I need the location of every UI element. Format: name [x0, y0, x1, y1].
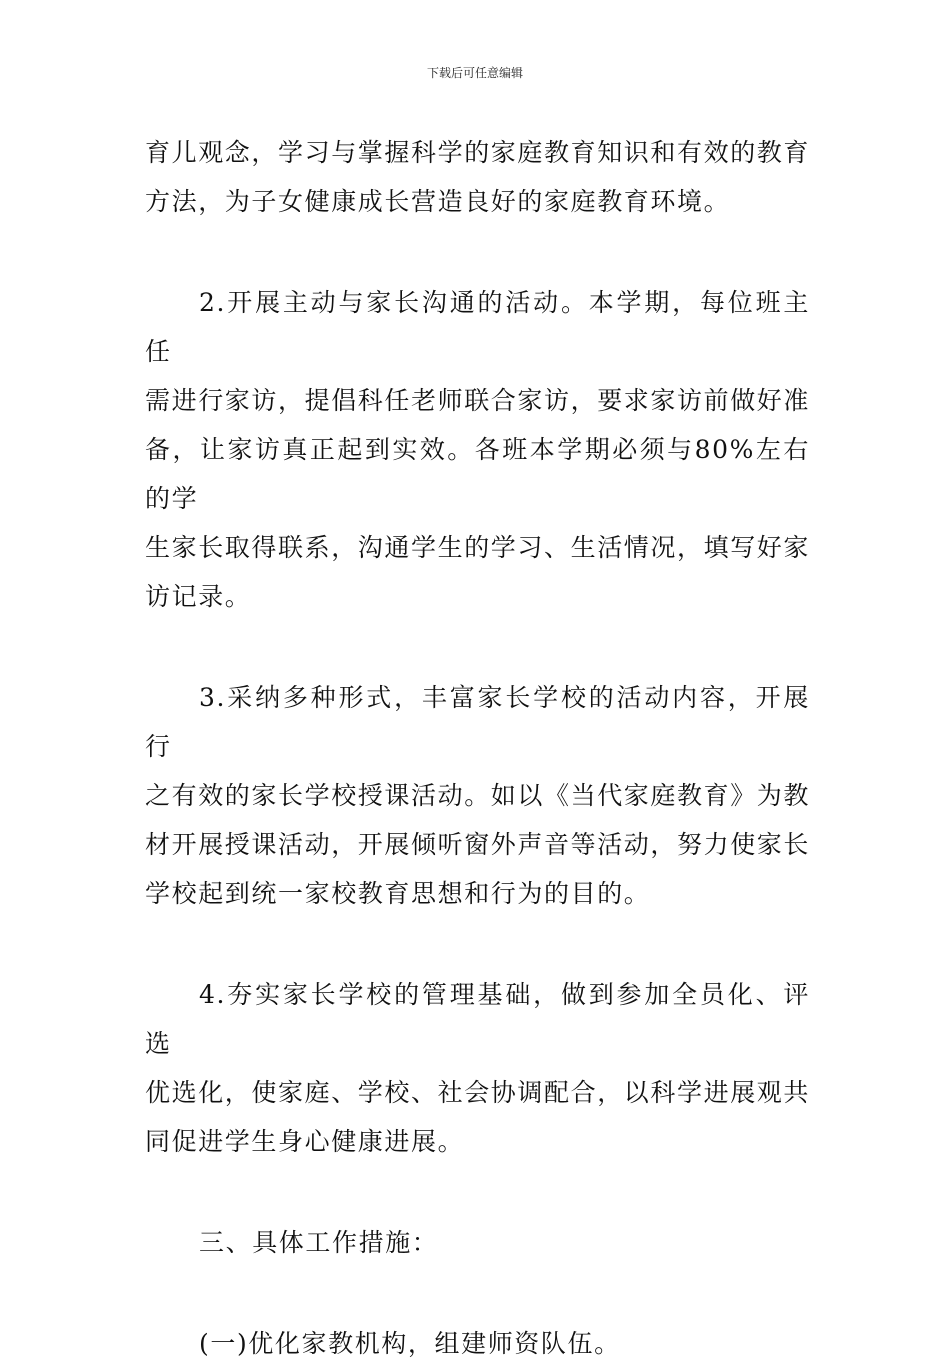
section-heading-work-measures: [145, 1218, 810, 1267]
paragraph-item-3: [145, 673, 810, 918]
text-line: 三、具体工作措施：: [199, 1228, 439, 1257]
text-line: 方法，为子女健康成长营造良好的家庭教育环境。: [145, 187, 731, 216]
document-body: [145, 128, 810, 1368]
text-line: 材开展授课活动，开展倾听窗外声音等活动，努力使家长: [145, 830, 811, 859]
paragraph-parenting-methods: [145, 128, 810, 226]
text-line: 3.采纳多种形式，丰富家长学校的活动内容，开展行: [145, 683, 810, 761]
text-line: 同促进学生身心健康进展。: [145, 1127, 465, 1156]
text-line: 生家长取得联系，沟通学生的学习、生活情况，填写好家: [145, 533, 811, 562]
text-line: 访记录。: [145, 582, 252, 611]
text-line: 2.开展主动与家长沟通的活动。本学期，每位班主任: [145, 288, 810, 366]
paragraph-item-2: [145, 278, 810, 621]
paragraph-item-4: [145, 970, 810, 1166]
text-line: 4.夯实家长学校的管理基础，做到参加全员化、评选: [145, 980, 810, 1058]
text-line: 优选化，使家庭、学校、社会协调配合，以科学进展观共: [145, 1078, 811, 1107]
text-line: 备，让家访真正起到实效。各班本学期必须与80%左右的学: [145, 435, 810, 513]
text-line: (一)优化家教机构，组建师资队伍。: [199, 1329, 621, 1358]
text-line: 育儿观念，学习与掌握科学的家庭教育知识和有效的教育: [145, 138, 811, 167]
text-line: 需进行家访，提倡科任老师联合家访，要求家访前做好准: [145, 386, 811, 415]
text-line: 学校起到统一家校教育思想和行为的目的。: [145, 879, 651, 908]
text-line: 之有效的家长学校授课活动。如以《当代家庭教育》为教: [145, 781, 811, 810]
header-note: 下载后可任意编辑: [426, 66, 523, 80]
